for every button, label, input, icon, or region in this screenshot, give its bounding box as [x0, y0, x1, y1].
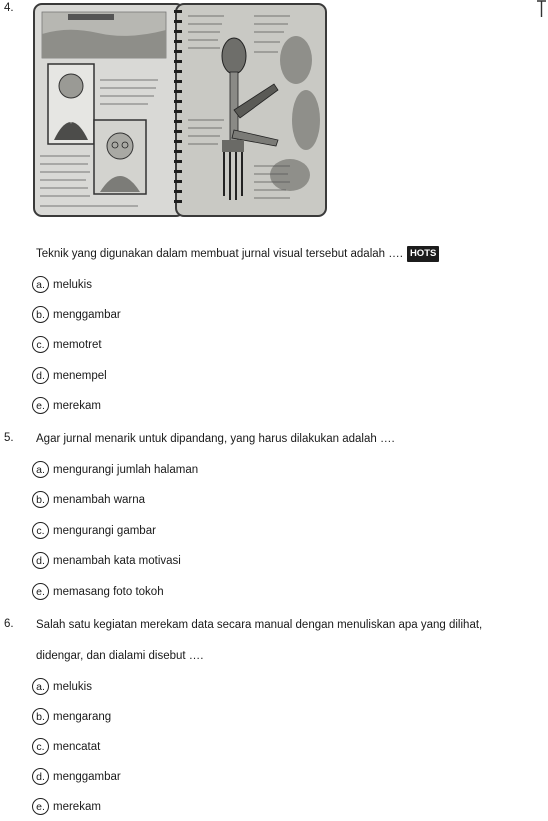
q6-option-c[interactable] [32, 738, 100, 755]
option-text: melukis [53, 278, 92, 291]
option-text: menggambar [53, 770, 121, 783]
option-letter-circle: d. [32, 552, 49, 569]
q6-option-e[interactable] [32, 798, 101, 815]
option-letter-circle: b. [32, 708, 49, 725]
question-number-4: 4. [4, 2, 14, 14]
question-6-text-line2: didengar, dan dialami disebut …. [36, 650, 204, 662]
question-5-text: Agar jurnal menarik untuk dipandang, yang harus dilakukan adalah …. [36, 433, 395, 445]
option-letter-circle: b. [32, 491, 49, 508]
option-text: menggambar [53, 308, 121, 321]
question-6-text-line1: Salah satu kegiatan merekam data secara manual dengan menuliskan apa yang dilihat, [36, 619, 483, 631]
question-4-text [36, 246, 439, 262]
option-letter-circle: e. [32, 583, 49, 600]
sketch-title-band [68, 14, 114, 20]
q6-option-a[interactable] [32, 678, 92, 695]
option-letter-circle: d. [32, 768, 49, 785]
visual-journal-image [28, 0, 330, 220]
q6-option-b[interactable] [32, 708, 111, 725]
question-number-6: 6. [4, 618, 14, 630]
hots-badge: HOTS [407, 246, 439, 262]
q5-option-e[interactable] [32, 583, 164, 600]
option-text: menambah warna [53, 493, 146, 506]
q5-option-d[interactable] [32, 552, 181, 569]
question-4-label: Teknik yang digunakan dalam membuat jurnal visual tersebut adalah …. [36, 248, 403, 260]
option-text: memasang foto tokoh [53, 585, 164, 598]
q4-option-d[interactable] [32, 367, 107, 384]
option-letter-circle: c. [32, 336, 49, 353]
option-letter-circle: d. [32, 367, 49, 384]
option-text: menempel [53, 369, 107, 382]
option-text: merekam [53, 399, 101, 412]
q4-option-b[interactable] [32, 306, 121, 323]
q5-option-a[interactable] [32, 461, 198, 478]
q4-option-c[interactable] [32, 336, 102, 353]
option-text: mengarang [53, 710, 112, 723]
option-text: mencatat [53, 740, 101, 753]
option-letter-circle: a. [32, 678, 49, 695]
option-letter-circle: b. [32, 306, 49, 323]
option-text: melukis [53, 680, 92, 693]
option-letter-circle: a. [32, 276, 49, 293]
q6-option-d[interactable] [32, 768, 121, 785]
option-text: mengurangi jumlah halaman [53, 463, 199, 476]
q5-option-c[interactable] [32, 522, 156, 539]
option-letter-circle: e. [32, 798, 49, 815]
option-letter-circle: c. [32, 522, 49, 539]
option-text: merekam [53, 800, 101, 813]
option-letter-circle: c. [32, 738, 49, 755]
option-text: mengurangi gambar [53, 524, 156, 537]
option-text: menambah kata motivasi [53, 554, 181, 567]
q4-option-a[interactable] [32, 276, 92, 293]
q4-option-e[interactable] [32, 397, 101, 414]
option-letter-circle: a. [32, 461, 49, 478]
corner-marker-icon [535, 0, 548, 18]
question-number-5: 5. [4, 432, 14, 444]
q5-option-b[interactable] [32, 491, 145, 508]
option-text: memotret [53, 338, 102, 351]
option-letter-circle: e. [32, 397, 49, 414]
